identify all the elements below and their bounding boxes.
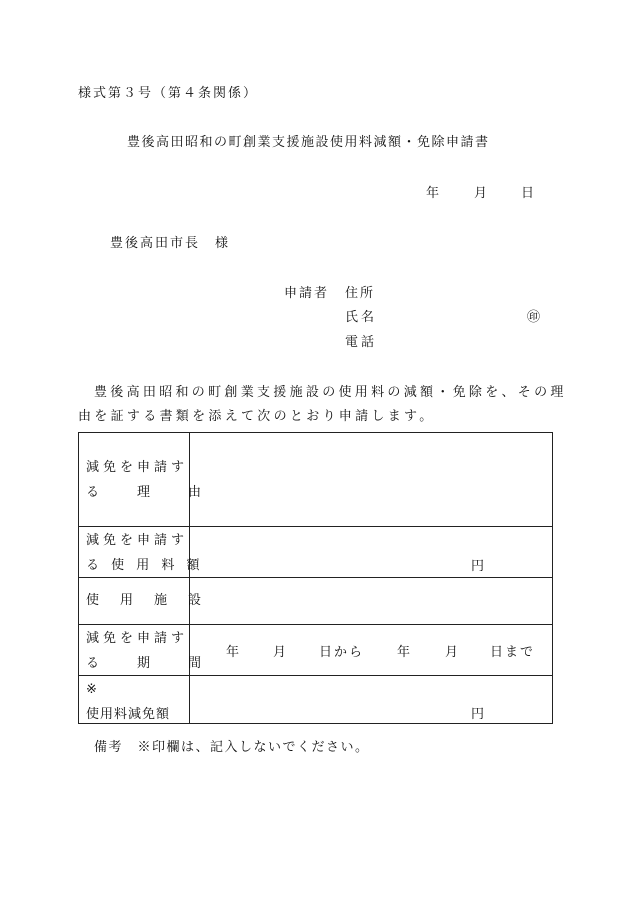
period-label (86, 626, 205, 676)
reason-label-line1: 減免を申請す (86, 460, 189, 475)
period-start-month: 月 (273, 645, 287, 660)
reduction-amount-label-line1: ※ (86, 682, 98, 697)
facility-label: 使 用 施 設 (86, 593, 206, 608)
reduction-amount-label-line2: 使用料減免額 (86, 707, 171, 722)
period-start-day: 日から (319, 645, 365, 660)
application-table (78, 432, 553, 724)
period-label-line1: 減免を申請す (86, 631, 189, 646)
form-number: 様式第３号（第４条関係） (78, 86, 259, 101)
period-end-day: 日まで (490, 645, 536, 660)
table-row-divider (79, 624, 552, 625)
fee-amount-yen-unit: 円 (471, 559, 485, 574)
applicant-address-label: 住所 (345, 286, 376, 301)
period-start-year: 年 (226, 645, 240, 660)
fee-amount-label-line1: 減免を申請す (86, 533, 189, 548)
seal-mark: ㊞ (527, 310, 541, 325)
reason-field[interactable] (191, 435, 551, 524)
period-end-month: 月 (445, 645, 459, 660)
reason-label-line2: る 理 由 (86, 485, 206, 500)
addressee: 豊後高田市長 様 (110, 236, 231, 251)
date-day-label: 日 (521, 186, 535, 201)
body-text-line2: 由を証する書類を添えて次のとおり申請します。 (78, 409, 436, 424)
fee-amount-field[interactable] (191, 528, 551, 575)
table-row-divider (79, 526, 552, 527)
applicant-phone-label: 電話 (345, 335, 378, 350)
period-label-line2: る 期 間 (86, 656, 206, 671)
remarks-note: 備考 ※印欄は、記入しないでください。 (94, 740, 370, 755)
fee-amount-label (86, 528, 204, 578)
fee-amount-label-line2: る 使 用 料 額 (86, 558, 204, 573)
date-year-label: 年 (426, 186, 440, 201)
reduction-amount-yen-unit: 円 (471, 707, 485, 722)
applicant-label: 申請者 (284, 286, 330, 301)
applicant-name-label: 氏名 (345, 310, 378, 325)
facility-field[interactable] (191, 579, 551, 622)
document-title: 豊後高田昭和の町創業支援施設使用料減額・免除申請書 (127, 135, 490, 150)
date-month-label: 月 (474, 186, 488, 201)
reduction-amount-label (86, 677, 170, 727)
period-end-year: 年 (397, 645, 411, 660)
reason-label (86, 455, 205, 505)
body-text-line1: 豊後高田昭和の町創業支援施設の使用料の減額・免除を、その理 (94, 385, 567, 400)
reduction-amount-field[interactable] (191, 677, 551, 722)
